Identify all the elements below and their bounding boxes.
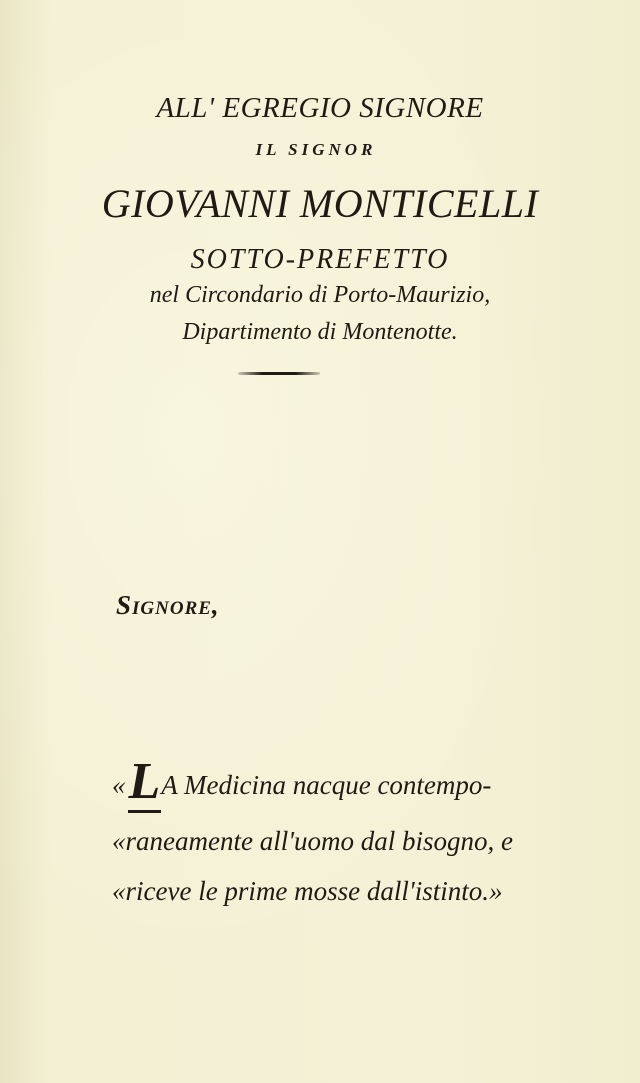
dedication-name: GIOVANNI MONTICELLI <box>101 181 539 226</box>
quote-line-3: «riceve le prime mosse dall'istinto.» <box>112 876 503 906</box>
drop-cap-letter: L <box>128 753 162 813</box>
dedication-office: SOTTO-PREFETTO <box>190 244 450 275</box>
quote-line-1-text: A Medicina nacque contempo- <box>161 770 492 800</box>
dedication-department: Dipartimento di Montenotte. <box>182 319 458 345</box>
letter-salutation: Signore, <box>116 590 220 620</box>
quote-line-1 <box>112 753 492 810</box>
quote-line-2: «raneamente all'uomo dal bisogno, e <box>112 826 513 856</box>
quote-open-mark: « <box>112 770 126 800</box>
ornamental-rule <box>238 372 320 375</box>
dedication-recipient: ALL' EGREGIO SIGNORE <box>156 92 484 124</box>
dedication-honorific: IL SIGNOR <box>255 140 377 159</box>
dedication-place: nel Circondario di Porto-Maurizio, <box>149 282 491 308</box>
